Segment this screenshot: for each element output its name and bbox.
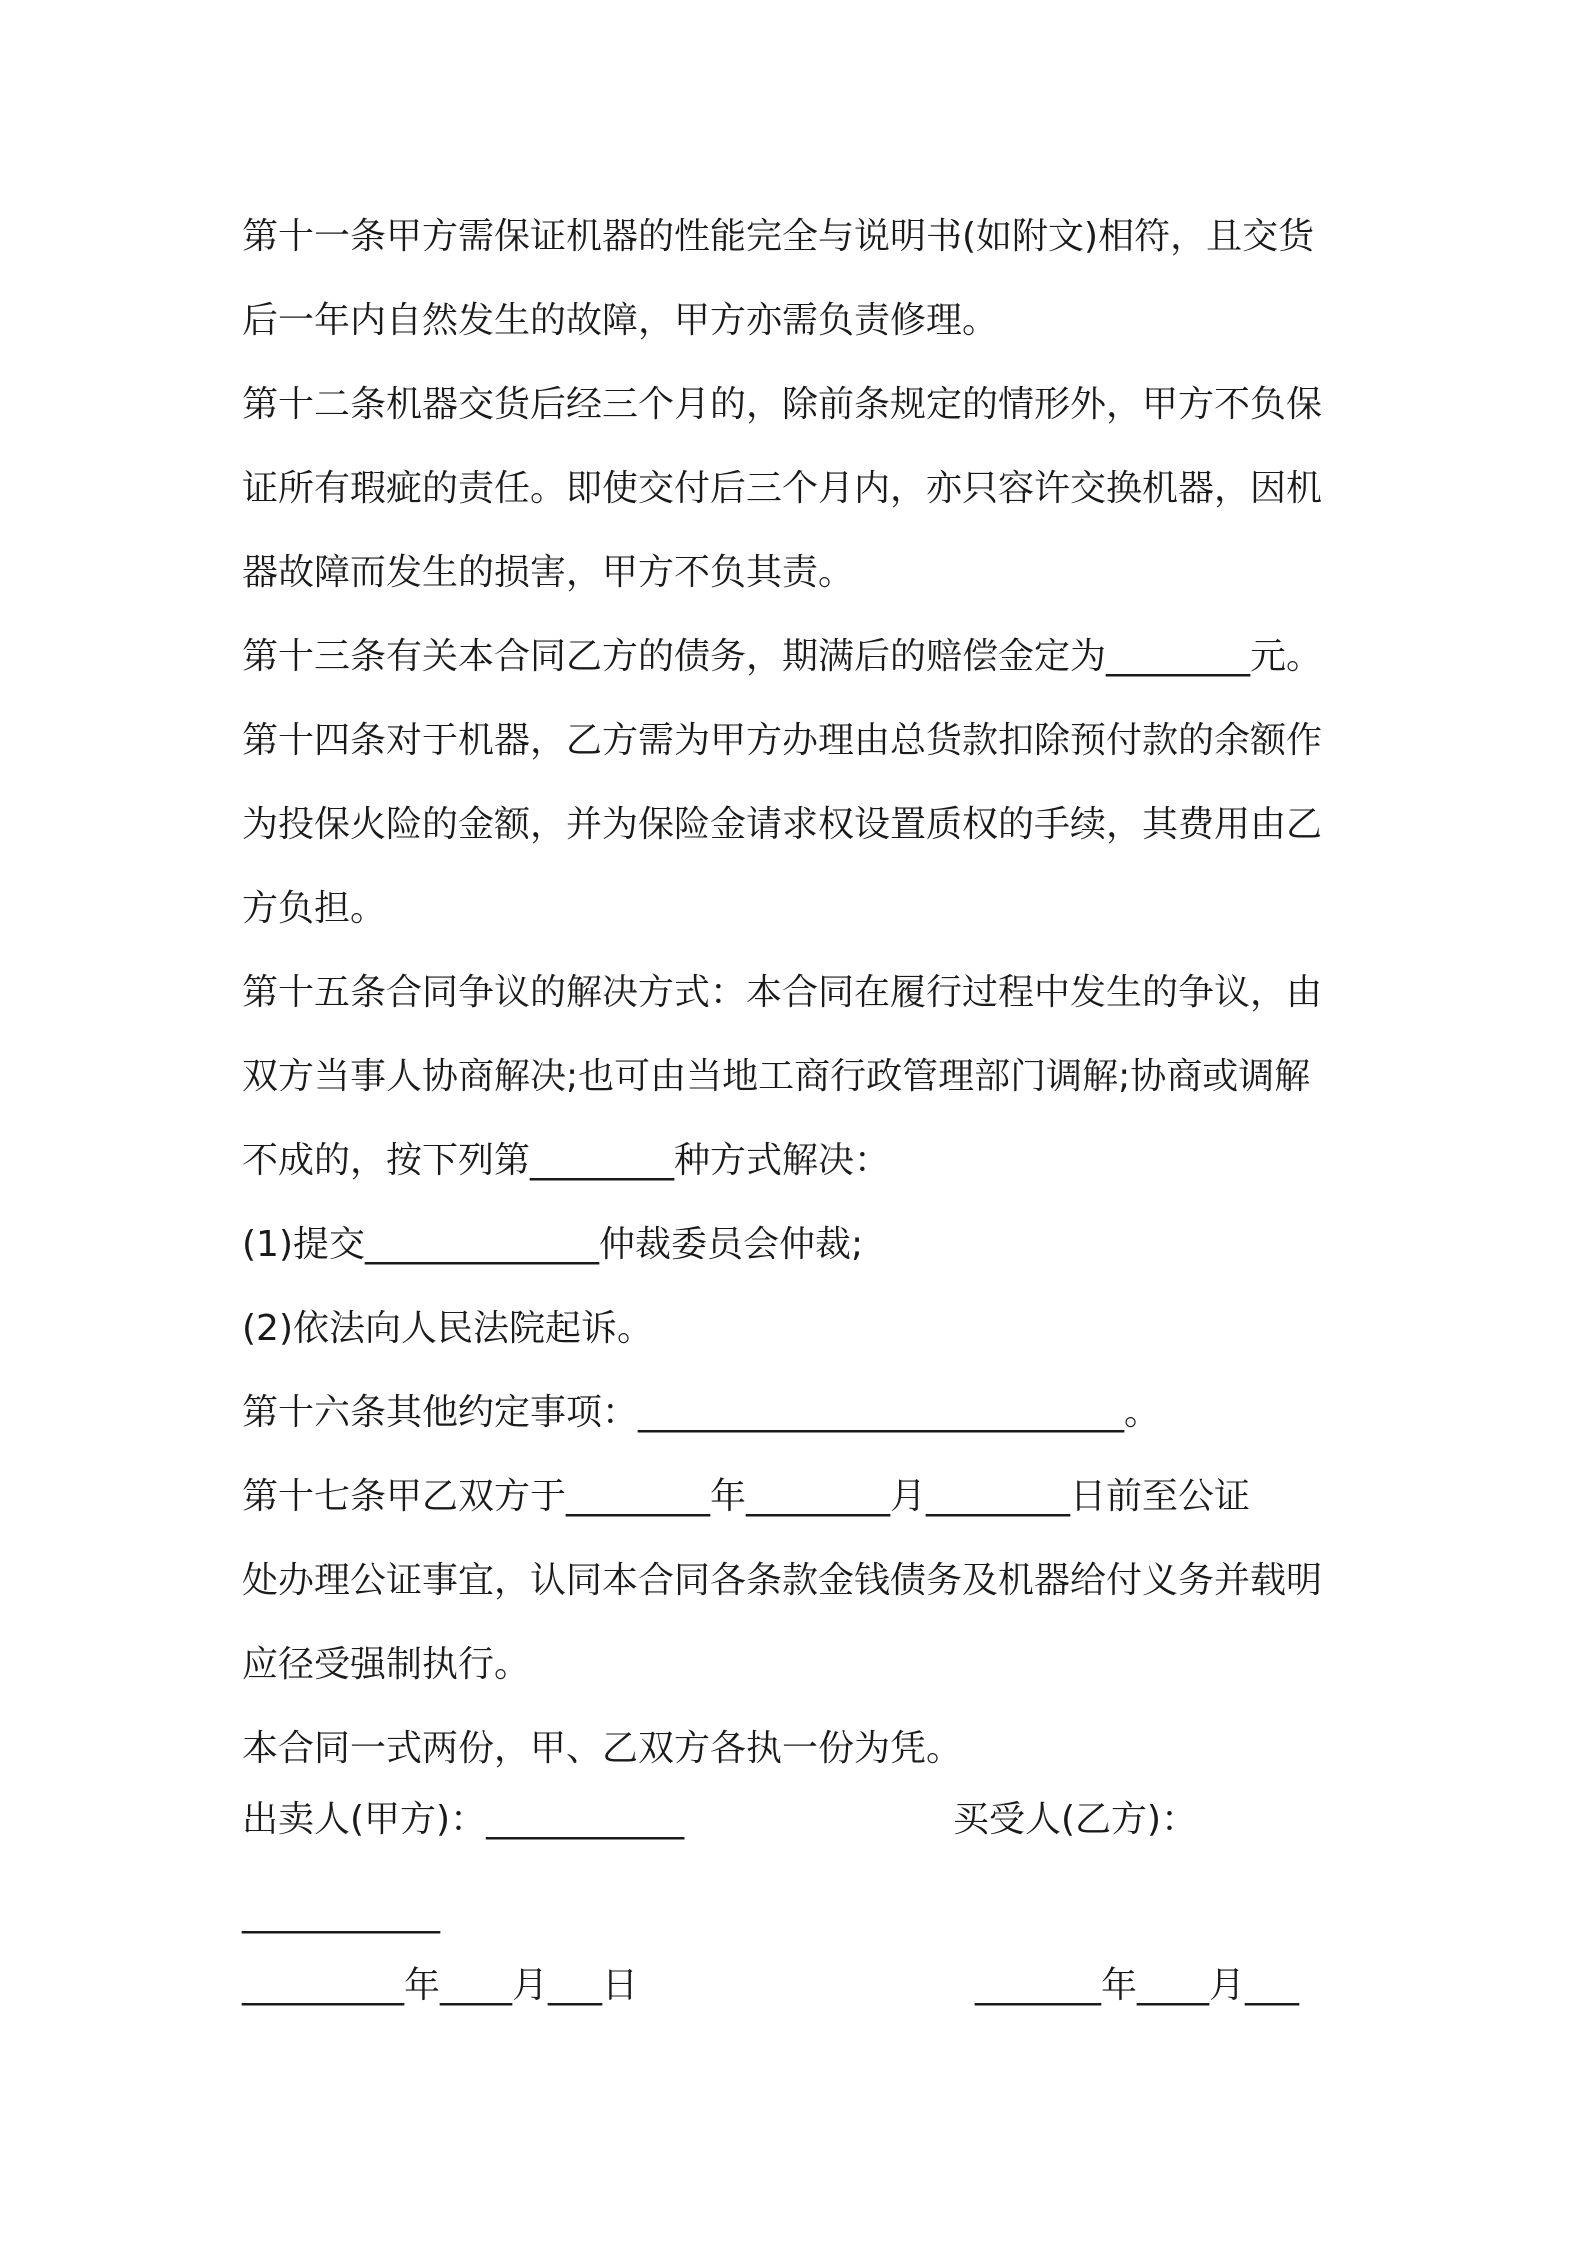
contract-body xyxy=(242,195,1372,1791)
article-13-line-1: 第十三条有关本合同乙方的债务，期满后的赔偿金定为________元。 xyxy=(242,636,1323,677)
article-12-line-2: 证所有瑕疵的责任。即使交付后三个月内，亦只容许交换机器，因机 xyxy=(242,468,1323,509)
seller-signature-label: 出卖人(甲方)：___________ xyxy=(242,1799,685,1840)
article-16-line-1: 第十六条其他约定事项：___________________________。 xyxy=(242,1392,1161,1433)
article-11-line-1: 第十一条甲方需保证机器的性能完全与说明书(如附文)相符，且交货 xyxy=(242,216,1315,257)
article-15-option-2: (2)依法向人民法院起诉。 xyxy=(242,1308,653,1349)
article-17-line-2: 处办理公证事宜，认同本合同各条款金钱债务及机器给付义务并载明 xyxy=(242,1560,1323,1601)
article-15-option-1: (1)提交_____________仲裁委员会仲裁; xyxy=(242,1224,864,1265)
article-12-line-3: 器故障而发生的损害，甲方不负其责。 xyxy=(242,552,855,593)
buyer-signature-blank: ___________ xyxy=(242,1893,440,1934)
copies-clause: 本合同一式两份，甲、乙双方各执一份为凭。 xyxy=(242,1728,963,1769)
article-15-line-2: 双方当事人协商解决;也可由当地工商行政管理部门调解;协商或调解 xyxy=(242,1056,1311,1097)
article-14-line-2: 为投保火险的金额，并为保险金请求权设置质权的手续，其费用由乙 xyxy=(242,804,1323,845)
article-14-line-1: 第十四条对于机器，乙方需为甲方办理由总货款扣除预付款的余额作 xyxy=(242,720,1323,761)
seller-date: _________年____月___日 xyxy=(242,1965,638,2006)
article-15-line-3: 不成的，按下列第________种方式解决： xyxy=(242,1140,891,1181)
buyer-signature-label: 买受人(乙方)： xyxy=(953,1799,1198,1840)
article-17-line-1: 第十七条甲乙双方于________年________月________日前至公证 xyxy=(242,1476,1251,1517)
article-14-line-3: 方负担。 xyxy=(242,888,387,929)
article-11-line-2: 后一年内自然发生的故障，甲方亦需负责修理。 xyxy=(242,300,999,341)
buyer-date: _______年____月___ xyxy=(975,1965,1299,2006)
article-17-line-3: 应径受强制执行。 xyxy=(242,1644,531,1685)
article-12-line-1: 第十二条机器交货后经三个月的，除前条规定的情形外，甲方不负保 xyxy=(242,384,1323,425)
article-15-line-1: 第十五条合同争议的解决方式：本合同在履行过程中发生的争议，由 xyxy=(242,972,1323,1013)
